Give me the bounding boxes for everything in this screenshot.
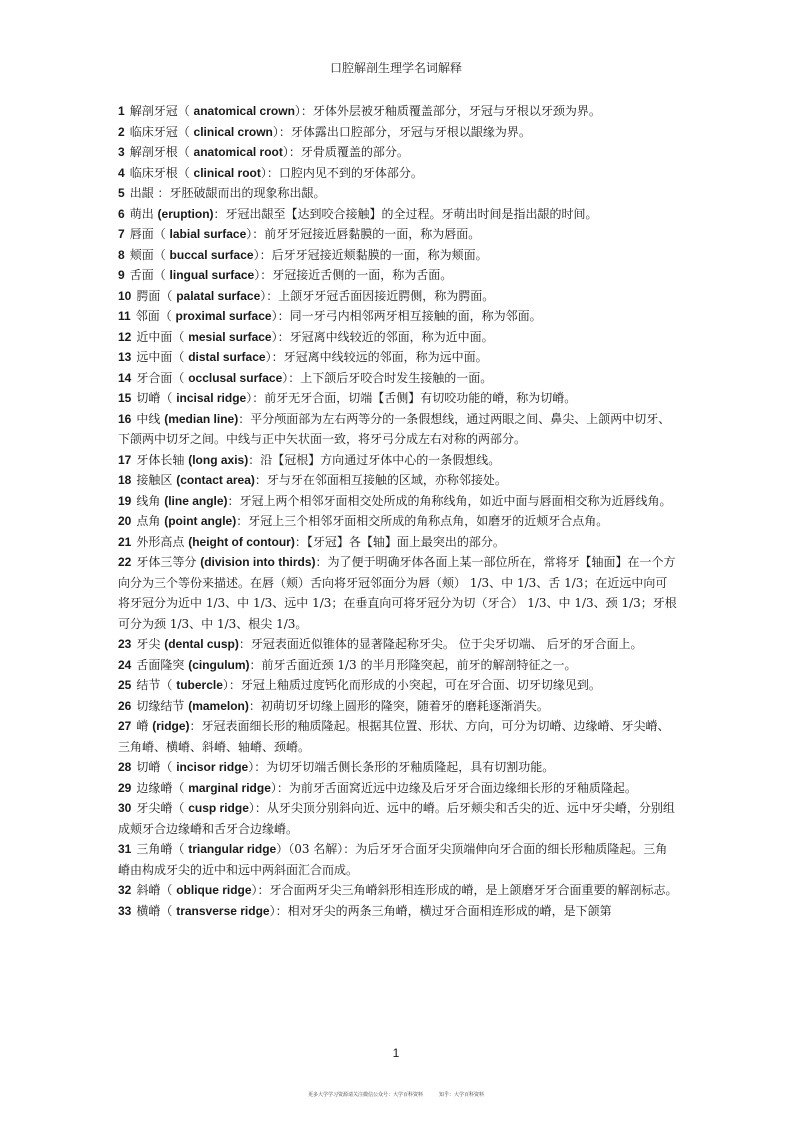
- term-chinese: 切缘结节: [136, 698, 185, 713]
- definition-text: ）：前牙牙冠接近唇黏膜的一面，称为唇面。: [246, 227, 481, 241]
- term-chinese: 牙体三等分: [136, 555, 197, 569]
- definition-text: ：初萌切牙切缘上圆形的隆突，随着牙的磨耗逐渐消失。: [248, 698, 549, 713]
- definition-text: ：前牙舌面近颈 1/3 的半月形隆突起，前牙的解剖特征之一。: [249, 657, 577, 672]
- entry-number: 8: [118, 247, 125, 262]
- glossary-entry: [118, 327, 678, 348]
- entry-number: 20: [118, 514, 132, 528]
- definition-text: ）：相对牙尖的两条三角嵴，横过牙合面相连形成的嵴，是下颌第: [269, 903, 612, 918]
- term-chinese: 唇面（: [129, 227, 166, 241]
- glossary-entry: [118, 901, 678, 922]
- glossary-entry: [118, 183, 678, 204]
- term-english: (cingulum): [188, 657, 250, 672]
- glossary-entry: [118, 634, 678, 655]
- definition-text: ）：为前牙舌面窝近远中边缘及后牙牙合面边缘细长形的牙釉质隆起。: [270, 780, 637, 795]
- glossary-entry: [118, 347, 678, 368]
- entry-number: 22: [118, 555, 132, 569]
- definition-text: ：牙冠表面细长形的釉质隆起。根据其位置、形状、方向，可分为切嵴、边缘嵴、牙尖嵴、三角嵴、横嵴、斜嵴、轴嵴、颈嵴。: [118, 719, 670, 754]
- definition-text: ）：上颌牙牙冠舌面因接近腭侧，称为腭面。: [260, 288, 495, 303]
- term-english: (ridge): [152, 719, 190, 733]
- definition-text: ：牙冠出龈至【达到咬合接触】的全过程。牙萌出时间是指出龈的时间。: [213, 206, 598, 221]
- definition-text: ：【牙冠】各【轴】面上最突出的部分。: [294, 534, 505, 549]
- term-english: triangular ridge: [188, 842, 277, 856]
- glossary-entry: [118, 880, 678, 901]
- term-chinese: 解剖牙冠（: [129, 104, 190, 118]
- glossary-entry: [118, 245, 678, 266]
- definition-text: ）：牙冠接近舌侧的一面，称为舌面。: [254, 268, 453, 282]
- definition-text: ）：牙骨质覆盖的部分。: [282, 145, 409, 159]
- entry-number: 2: [118, 124, 125, 139]
- definition-text: ：牙冠上两个相邻牙面相交处所成的角称线角，如近中面与唇面相交称为近唇线角。: [227, 493, 672, 508]
- term-chinese: 近中面（: [136, 329, 185, 344]
- entry-number: 23: [118, 637, 132, 651]
- definition-text: ）：上下颌后牙咬合时发生接触的一面。: [282, 370, 493, 385]
- term-english: proximal surface: [175, 309, 272, 323]
- term-english: marginal ridge: [188, 780, 271, 795]
- term-chinese: 颊面（: [129, 247, 166, 262]
- term-english: (long axis): [188, 452, 249, 467]
- term-english: transverse ridge: [176, 903, 270, 918]
- term-chinese: 牙体长轴: [136, 452, 185, 467]
- term-chinese: 三角嵴（: [136, 842, 185, 856]
- glossary-entry: [118, 101, 678, 122]
- term-english: clinical root: [193, 165, 261, 180]
- term-chinese: 切嵴（: [136, 760, 173, 774]
- term-english: incisal ridge: [176, 391, 247, 405]
- entry-number: 13: [118, 350, 132, 364]
- glossary-entry: [118, 265, 678, 286]
- term-english: (eruption): [157, 206, 214, 221]
- definition-text: ）：牙体露出口腔部分，牙冠与牙根以龈缘为界。: [272, 124, 531, 139]
- glossary-entry: [118, 655, 678, 676]
- definition-text: ：牙胚破龈而出的现象称出龈。: [157, 186, 326, 200]
- definition-text: ：为了便于明确牙体各面上某一部位所在，常将牙【轴面】在一个方向分为三个等份来描述。在唇（颊）舌向将牙冠邻面分为唇（颊） 1/3、中 1/3、舌 1/3；在近远中向可将牙冠分为近中 1/3、中 1/3、远中 1/3；在垂直向可将牙冠分为切（牙合） 1/3、中 1/3、颈 1/3；牙根可分为颈 1/3、中 1/3、根尖 1/3。: [118, 555, 677, 631]
- entry-number: 26: [118, 698, 132, 713]
- entry-number: 31: [118, 842, 132, 856]
- glossary-entry: [118, 839, 678, 880]
- glossary-entry: [118, 409, 678, 450]
- entry-number: 21: [118, 534, 132, 549]
- glossary-entry: [118, 532, 678, 553]
- term-chinese: 解剖牙根（: [129, 145, 190, 159]
- term-english: clinical crown: [193, 124, 273, 139]
- term-english: anatomical root: [193, 145, 283, 159]
- term-chinese: 结节（: [136, 678, 173, 692]
- term-chinese: 嵴: [136, 719, 149, 733]
- term-english: occlusal surface: [188, 370, 283, 385]
- definition-text: ）：牙冠离中线较远的邻面，称为远中面。: [265, 350, 488, 364]
- term-english: anatomical crown: [193, 104, 295, 118]
- entry-number: 5: [118, 186, 125, 200]
- glossary-list: [118, 101, 678, 921]
- term-english: lingual surface: [169, 268, 255, 282]
- document-title: 口腔解剖生理学名词解释: [329, 61, 462, 75]
- term-english: cusp ridge: [188, 801, 249, 815]
- entry-number: 16: [118, 411, 132, 426]
- definition-text: ：牙与牙在邻面相互接触的区域，亦称邻接处。: [254, 473, 507, 487]
- glossary-entry: [118, 491, 678, 512]
- entry-number: 14: [118, 370, 132, 385]
- glossary-entry: [118, 798, 678, 839]
- entry-number: 29: [118, 780, 132, 795]
- entry-number: 18: [118, 473, 132, 487]
- term-chinese: 斜嵴（: [136, 883, 173, 897]
- entry-number: 24: [118, 657, 132, 672]
- entry-number: 32: [118, 883, 132, 897]
- entry-number: 17: [118, 452, 132, 467]
- glossary-entry: [118, 286, 678, 307]
- definition-text: ）：同一牙弓内相邻两牙相互接触的面，称为邻面。: [271, 309, 542, 323]
- definition-text: ）：从牙尖顶分别斜向近、远中的嵴。后牙颊尖和舌尖的近、远中牙尖嵴，分别组成颊牙合边缘嵴和舌牙合边缘嵴。: [118, 801, 675, 836]
- definition-text: ）：牙冠离中线较近的邻面，称为近中面。: [271, 329, 494, 344]
- entry-number: 10: [118, 288, 132, 303]
- term-english: oblique ridge: [176, 883, 252, 897]
- term-english: distal surface: [188, 350, 266, 364]
- glossary-entry: [118, 306, 678, 327]
- term-chinese: 接触区: [136, 473, 173, 487]
- entry-number: 15: [118, 391, 132, 405]
- term-english: palatal surface: [176, 288, 261, 303]
- term-chinese: 腭面（: [136, 288, 173, 303]
- entry-number: 6: [118, 206, 125, 221]
- glossary-entry: [118, 122, 678, 143]
- term-english: (division into thirds): [200, 555, 316, 569]
- glossary-entry: [118, 675, 678, 696]
- definition-text: ：沿【冠根】方向通过牙体中心的一条假想线。: [248, 452, 501, 467]
- glossary-entry: [118, 204, 678, 225]
- term-chinese: 邻面（: [135, 309, 172, 323]
- term-chinese: 临床牙根（: [129, 165, 190, 180]
- entry-number: 1: [118, 104, 125, 118]
- term-chinese: 舌面（: [129, 268, 166, 282]
- entry-number: 27: [118, 719, 132, 733]
- entry-number: 4: [118, 165, 125, 180]
- definition-text: ）（03 名解）：为后牙牙合面牙尖顶端伸向牙合面的细长形釉质隆起。三角嵴由构成牙尖的近中和远中两斜面汇合而成。: [118, 842, 668, 877]
- term-chinese: 牙尖: [136, 637, 161, 651]
- footer-right-text: 知乎：大学百科资料: [438, 1092, 484, 1098]
- term-english: tubercle: [176, 678, 223, 692]
- term-chinese: 横嵴（: [136, 903, 173, 918]
- term-english: (contact area): [176, 473, 255, 487]
- term-english: (line angle): [164, 493, 228, 508]
- term-chinese: 出龈: [129, 186, 154, 200]
- definition-text: ：牙冠上三个相邻牙面相交所成的角称点角，如磨牙的近颊牙合点角。: [236, 514, 609, 528]
- entry-number: 3: [118, 145, 125, 159]
- definition-text: ）：口腔内见不到的牙体部分。: [260, 165, 423, 180]
- term-chinese: 牙合面（: [136, 370, 185, 385]
- definition-text: ）：牙合面两牙尖三角嵴斜形相连形成的嵴，是上颌磨牙牙合面重要的解剖标志。: [251, 883, 678, 897]
- entry-number: 30: [118, 801, 132, 815]
- page-number: 1: [392, 1046, 400, 1060]
- term-english: (median line): [164, 411, 239, 426]
- glossary-entry: [118, 470, 678, 491]
- entry-number: 28: [118, 760, 132, 774]
- term-chinese: 外形高点: [136, 534, 185, 549]
- definition-text: ：牙冠表面近似锥体的显著隆起称牙尖。 位于尖牙切端、 后牙的牙合面上。: [238, 637, 643, 651]
- glossary-entry: [118, 450, 678, 471]
- term-english: incisor ridge: [176, 760, 249, 774]
- term-chinese: 边缘嵴（: [136, 780, 185, 795]
- entry-number: 25: [118, 678, 132, 692]
- entry-number: 33: [118, 903, 132, 918]
- glossary-entry: [118, 778, 678, 799]
- footer-left-text: 更多大学学习资源请关注微信公众号：大学百科资料: [308, 1092, 424, 1098]
- term-chinese: 舌面隆突: [136, 657, 185, 672]
- glossary-entry: [118, 224, 678, 245]
- term-chinese: 远中面（: [136, 350, 185, 364]
- entry-number: 12: [118, 329, 132, 344]
- glossary-entry: [118, 163, 678, 184]
- glossary-entry: [118, 511, 678, 532]
- glossary-entry: [118, 716, 678, 757]
- term-english: buccal surface: [169, 247, 254, 262]
- definition-text: ）：前牙无牙合面，切端【舌侧】有切咬功能的嵴，称为切嵴。: [246, 391, 577, 405]
- definition-text: ）：为切牙切端舌侧长条形的牙釉质隆起，具有切割功能。: [248, 760, 555, 774]
- entry-number: 9: [118, 268, 125, 282]
- entry-number: 7: [118, 227, 125, 241]
- term-chinese: 临床牙冠（: [129, 124, 190, 139]
- term-english: mesial surface: [188, 329, 272, 344]
- definition-text: ：平分颅面部为左右两等分的一条假想线，通过两眼之间、鼻尖、上颌两中切牙、下颌两中切牙之间。中线与正中矢状面一致，将牙弓分成左右对称的两部分。: [118, 411, 671, 446]
- page-footer: [0, 1091, 792, 1098]
- entry-number: 19: [118, 493, 132, 508]
- glossary-entry: [118, 757, 678, 778]
- glossary-entry: [118, 142, 678, 163]
- term-chinese: 中线: [136, 411, 161, 426]
- term-chinese: 线角: [136, 493, 161, 508]
- definition-text: ）：牙体外层被牙釉质覆盖部分，牙冠与牙根以牙颈为界。: [294, 104, 601, 118]
- term-chinese: 点角: [136, 514, 161, 528]
- term-english: (point angle): [164, 514, 237, 528]
- definition-text: ）：牙冠上釉质过度钙化而形成的小突起，可在牙合面、切牙切缘见到。: [222, 678, 601, 692]
- glossary-entry: [118, 696, 678, 717]
- definition-text: ）：后牙牙冠接近颊黏膜的一面，称为颊面。: [253, 247, 488, 262]
- term-chinese: 牙尖嵴（: [136, 801, 185, 815]
- term-chinese: 切嵴（: [136, 391, 173, 405]
- glossary-entry: [118, 552, 678, 634]
- term-english: labial surface: [169, 227, 247, 241]
- term-chinese: 萌出: [129, 206, 154, 221]
- term-english: (height of contour): [188, 534, 295, 549]
- term-english: (dental cusp): [164, 637, 239, 651]
- glossary-entry: [118, 388, 678, 409]
- entry-number: 11: [118, 309, 131, 323]
- glossary-entry: [118, 368, 678, 389]
- term-english: (mamelon): [188, 698, 249, 713]
